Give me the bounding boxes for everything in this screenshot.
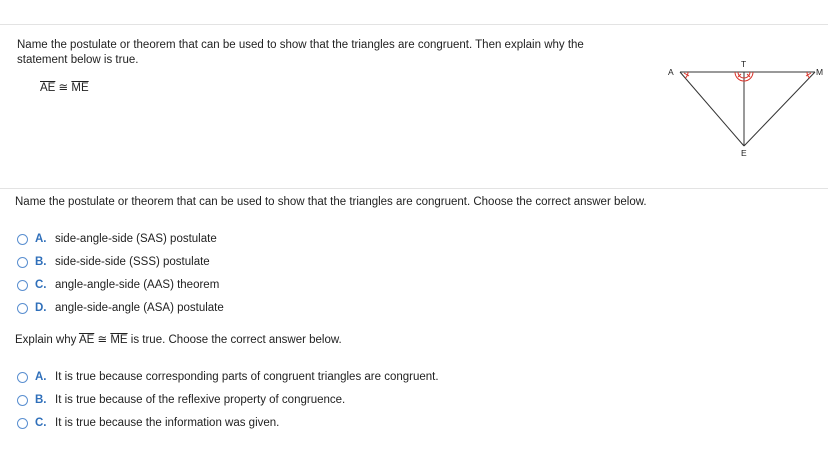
- radio-button[interactable]: [17, 234, 28, 245]
- part2-choice-a[interactable]: [17, 369, 439, 385]
- radio-button[interactable]: [17, 372, 28, 383]
- choice-letter: A.: [35, 233, 47, 245]
- label-e: E: [741, 148, 747, 158]
- choice-letter: B.: [35, 256, 47, 268]
- segment-ae-line: [680, 72, 744, 146]
- angle-mark-t-right-double: [744, 72, 750, 78]
- segment-me-line: [744, 72, 815, 146]
- congruent-symbol: ≅: [58, 82, 69, 94]
- choice-letter: C.: [35, 279, 47, 291]
- radio-button[interactable]: [17, 303, 28, 314]
- top-divider: [0, 24, 828, 25]
- question-prompt-line1: Name the postulate or theorem that can be used to show that the triangles are congruent. Then explain why the: [17, 39, 584, 51]
- choice-text: It is true because the information was given.: [55, 417, 280, 429]
- label-m: M: [816, 67, 824, 77]
- choice-text: side-side-side (SSS) postulate: [55, 256, 210, 268]
- part1-choice-a[interactable]: [17, 231, 217, 247]
- part2-prompt: [15, 333, 342, 348]
- part2-choice-c[interactable]: [17, 415, 279, 431]
- part2-choice-b[interactable]: [17, 392, 345, 408]
- choice-text: It is true because of the reflexive property of congruence.: [55, 394, 346, 406]
- segment-ae: $\overline{AE}$: [40, 82, 56, 94]
- radio-button[interactable]: [17, 395, 28, 406]
- segment-me: $\overline{ME}$: [110, 334, 128, 346]
- congruent-symbol: ≅: [97, 334, 108, 346]
- angle-mark-t-left-double: [738, 72, 744, 78]
- choice-letter: A.: [35, 371, 47, 383]
- section-divider: [0, 188, 828, 189]
- angle-marks: [684, 72, 811, 81]
- radio-button[interactable]: [17, 418, 28, 429]
- radio-button[interactable]: [17, 257, 28, 268]
- question-prompt-line2: statement below is true.: [17, 54, 139, 66]
- radio-button[interactable]: [17, 280, 28, 291]
- choice-letter: B.: [35, 394, 47, 406]
- part1-prompt: Name the postulate or theorem that can be used to show that the triangles are congruent. Choose the correct answer below.: [15, 196, 647, 208]
- label-a: A: [668, 67, 674, 77]
- part1-choice-c[interactable]: [17, 277, 219, 293]
- triangle-figure: [655, 58, 828, 158]
- choice-text: angle-side-angle (ASA) postulate: [55, 302, 224, 314]
- choice-text: It is true because corresponding parts of congruent triangles are congruent.: [55, 371, 439, 383]
- choice-text: angle-angle-side (AAS) theorem: [55, 279, 220, 291]
- given-statement: [40, 81, 89, 96]
- segment-me: $\overline{ME}$: [71, 82, 89, 94]
- label-t: T: [741, 59, 747, 69]
- part2-prompt-prefix: Explain why: [15, 334, 77, 346]
- part1-choice-b[interactable]: [17, 254, 210, 270]
- question-prompt: [17, 38, 637, 68]
- choice-letter: D.: [35, 302, 47, 314]
- segment-ae: $\overline{AE}$: [78, 334, 95, 346]
- part2-prompt-suffix: is true. Choose the correct answer below.: [130, 334, 342, 346]
- choice-letter: C.: [35, 417, 47, 429]
- part1-choice-d[interactable]: [17, 300, 224, 316]
- choice-text: side-angle-side (SAS) postulate: [55, 233, 217, 245]
